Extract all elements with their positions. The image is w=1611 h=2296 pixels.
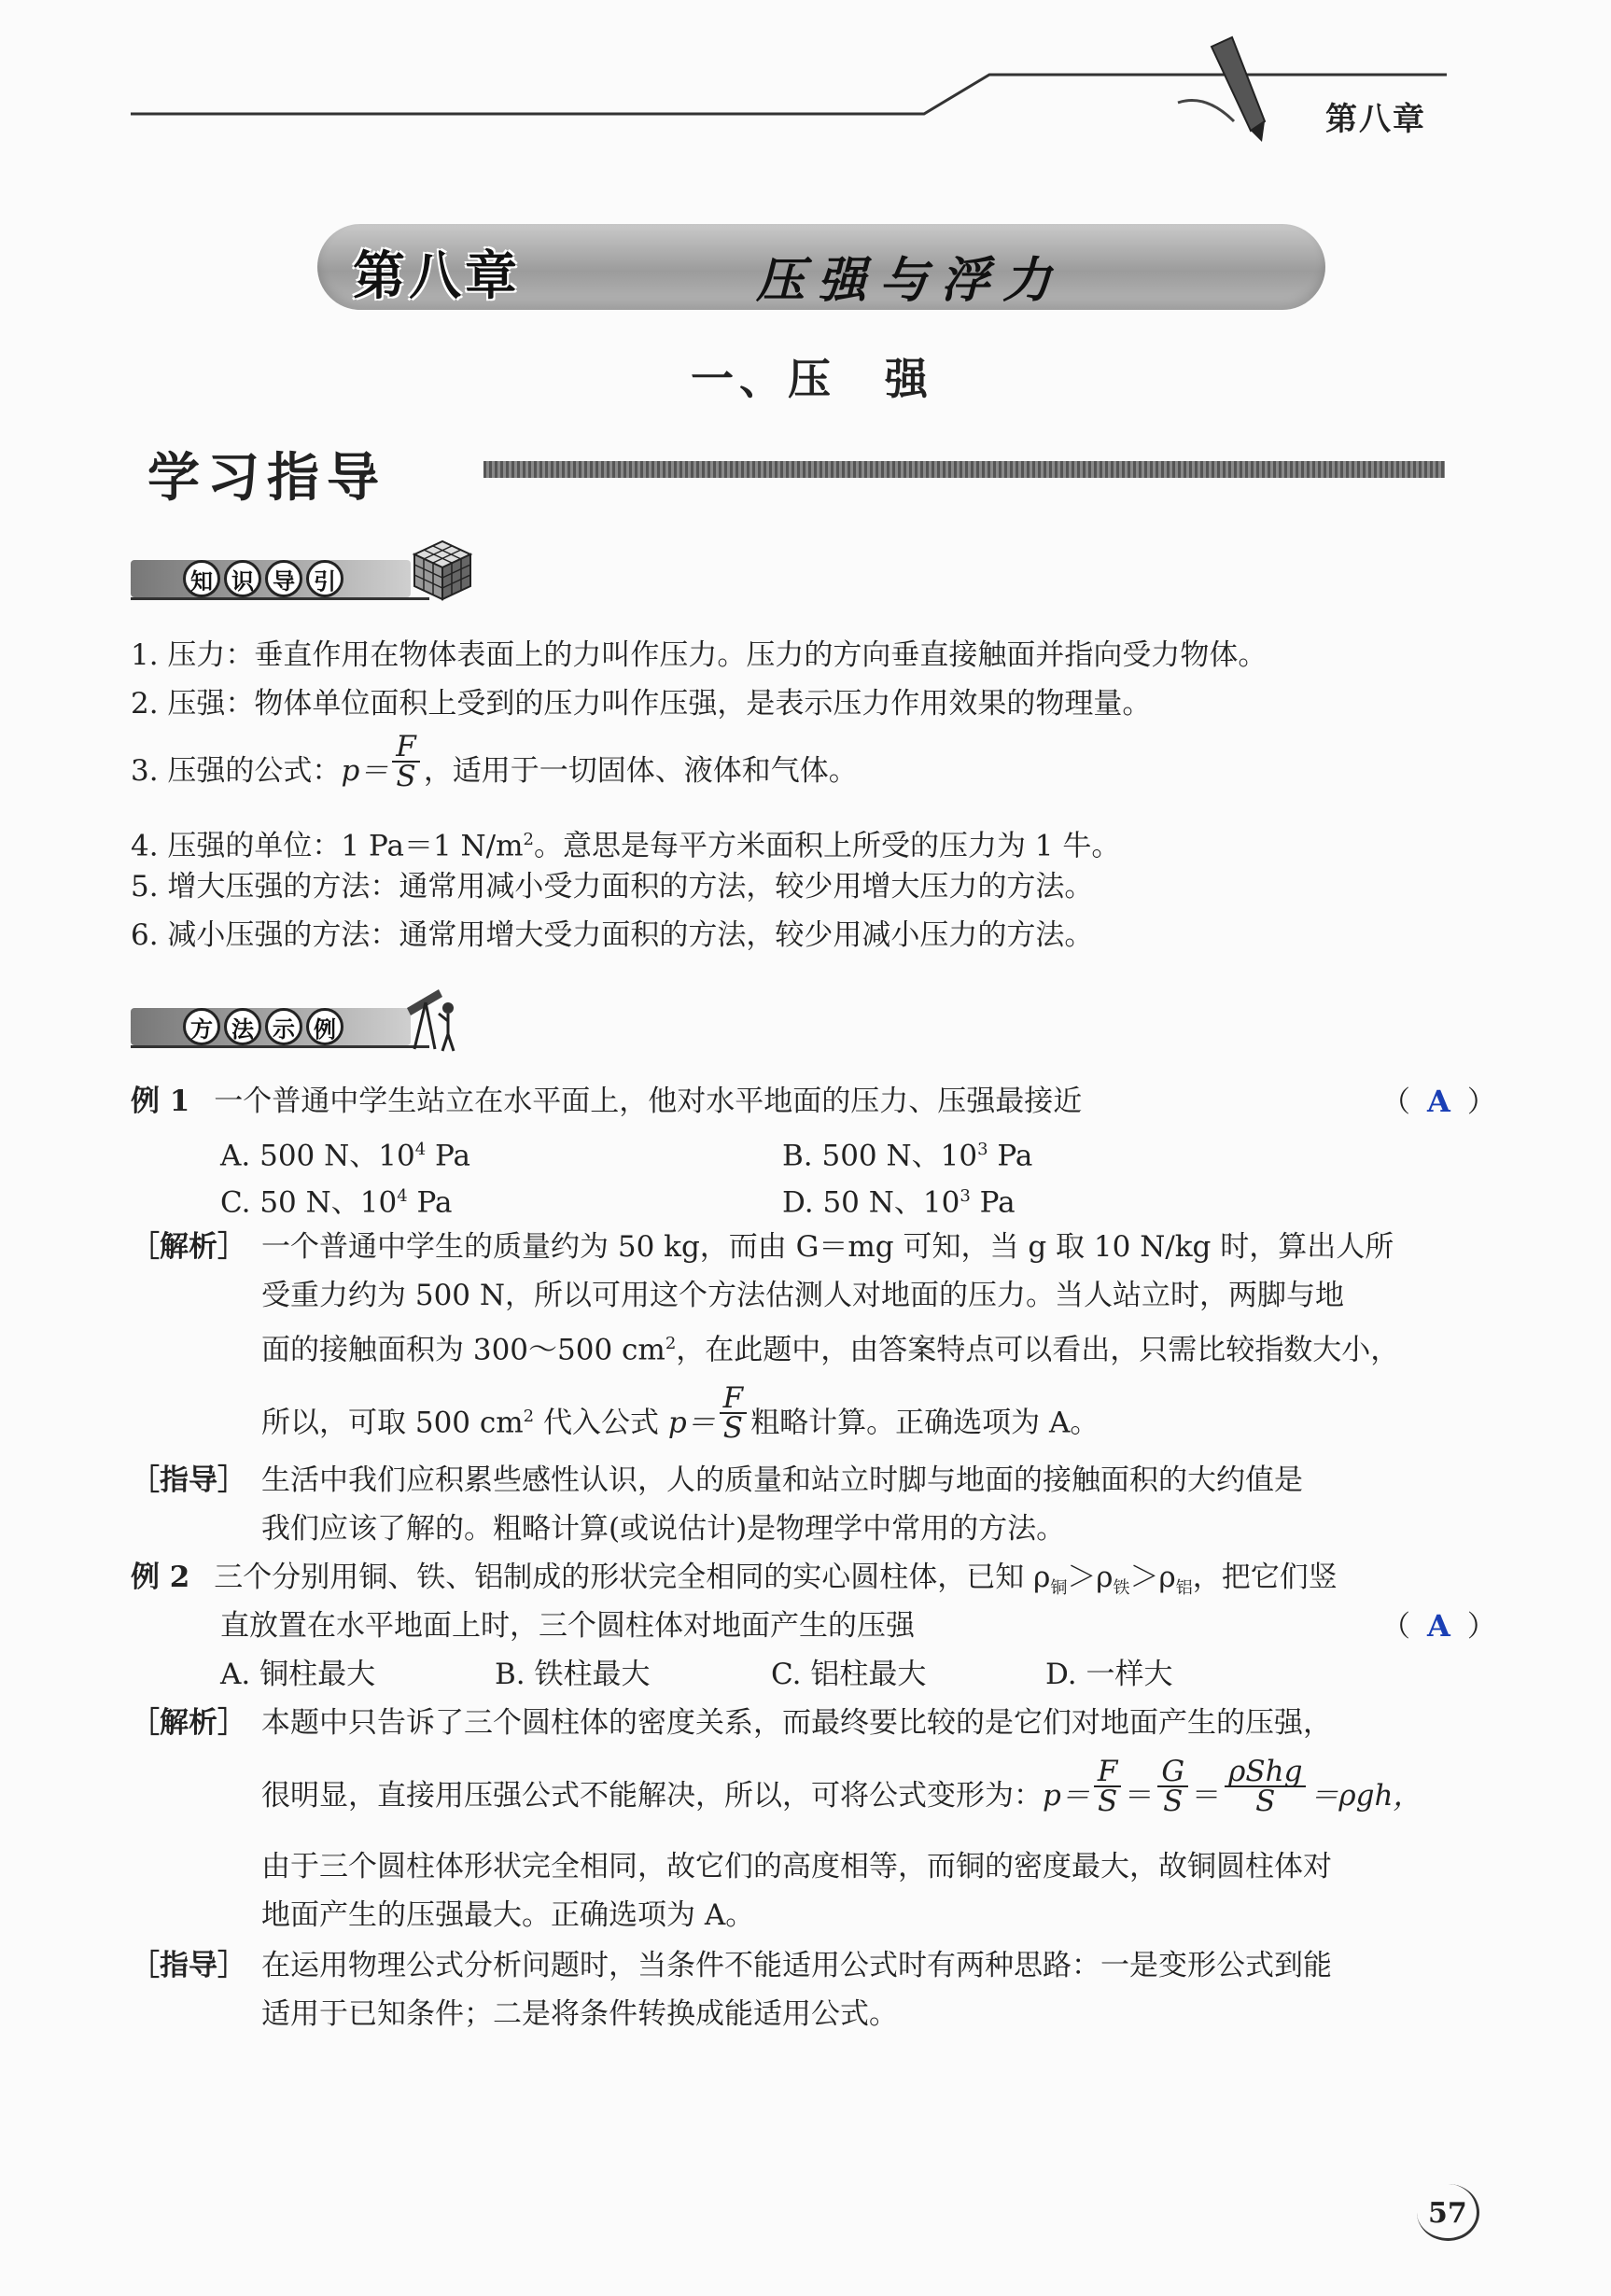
knowledge-tag [183, 560, 343, 597]
methods-tag [183, 1008, 343, 1045]
ex1-guide-2: 我们应该了解的。粗略计算(或说估计)是物理学中常用的方法。 [261, 1512, 1066, 1546]
tag-char: 知 [183, 560, 220, 597]
frac-num: F [1094, 1757, 1122, 1787]
knowledge-tag-line [131, 597, 429, 600]
frac-den: S [1097, 1784, 1118, 1818]
tag-char: 示 [265, 1008, 302, 1045]
frac-rhoshg-s [1225, 1754, 1306, 1818]
analysis-text: 很明显，直接用压强公式不能解决，所以，可将公式变形为： [261, 1779, 1043, 1813]
option-unit: Pa [988, 1139, 1033, 1173]
option-exp: 3 [960, 1186, 971, 1206]
ex2-analysis-2 [261, 1754, 1422, 1818]
option-text: A. 500 N、10 [220, 1139, 415, 1173]
option-exp: 4 [397, 1186, 408, 1206]
banner-title: 压强与浮力 [756, 252, 1065, 309]
analysis-text: 代入公式 [534, 1406, 668, 1440]
pressure-formula [720, 1380, 748, 1445]
pressure-formula [392, 729, 420, 793]
ex2-option-d: D. 一样大 [1045, 1658, 1173, 1691]
analysis-text: 所以，可取 500 cm [261, 1406, 524, 1440]
pencil-icon [1178, 37, 1265, 142]
tag-char: 例 [306, 1008, 343, 1045]
ex1-question: 一个普通中学生站立在水平面上，他对水平地面的压力、压强最接近 [214, 1085, 1083, 1118]
ex2-analysis-1: 本题中只告诉了三个圆柱体的密度关系，而最终要比较的是它们对地面产生的压强， [261, 1706, 1332, 1740]
ex1-analysis-1: 一个普通中学生的质量约为 50 kg，而由 G＝mg 可知，当 g 取 10 N/kg 时，算出人所 [261, 1230, 1394, 1264]
ex2-answer-box: （ A ） [1381, 1608, 1496, 1644]
knowledge-item-6: 6. 减小压强的方法：通常用增大受力面积的方法，较少用减小压力的方法。 [131, 918, 1094, 952]
knowledge-item-4-b: 。意思是每平方米面积上所受的压力为 1 牛。 [533, 829, 1121, 863]
formula-end: ＝ρgh， [1310, 1779, 1422, 1813]
ex1-option-d [782, 1178, 1016, 1221]
formula-lhs: p＝ [341, 754, 389, 788]
ex2-analysis-3: 由于三个圆柱体形状完全相同，故它们的高度相等，而铜的密度最大，故铜圆柱体对 [261, 1850, 1332, 1883]
knowledge-item-3 [131, 729, 858, 793]
knowledge-item-1: 1. 压力：垂直作用在物体表面上的力叫作压力。压力的方向垂直接触面并指向受力物体。 [131, 638, 1268, 672]
formula-den: S [396, 759, 416, 793]
methods-tag-line [131, 1045, 429, 1048]
page-number: 57 [1428, 2197, 1467, 2230]
ex2-sub: 铝 [1175, 1578, 1193, 1599]
ex2-guide-label: ［指导］ [131, 1949, 246, 1982]
ex2-label: 例 2 [131, 1561, 190, 1594]
option-text: C. 50 N、10 [220, 1185, 398, 1220]
ex2-option-c: C. 铝柱最大 [771, 1658, 927, 1691]
formula-num: F [392, 733, 420, 763]
ex1-analysis-4 [261, 1380, 1100, 1445]
formula-eq: ＝ [1125, 1779, 1155, 1813]
ex1-question-row [131, 1083, 1082, 1120]
analysis-text: 粗略计算。正确选项为 A。 [750, 1406, 1100, 1440]
guide-title: 学习指导 [147, 447, 386, 509]
ex2-option-b: B. 铁柱最大 [495, 1658, 651, 1691]
frac-g-s [1157, 1754, 1188, 1818]
tag-char: 识 [224, 560, 261, 597]
tag-char: 导 [265, 560, 302, 597]
ex2-question-text: 三个分别用铜、铁、铝制成的形状完全相同的实心圆柱体，已知 ρ [214, 1561, 1051, 1594]
ex1-option-b [782, 1131, 1032, 1174]
sup-2: 2 [523, 1407, 535, 1426]
formula-lhs: p＝ [667, 1406, 716, 1440]
tag-char: 法 [224, 1008, 261, 1045]
ex2-question-text: ＞ρ [1067, 1561, 1114, 1594]
formula-p: p＝ [1043, 1779, 1090, 1813]
header-chapter-label: 第八章 [1325, 101, 1426, 138]
option-text: B. 500 N、10 [782, 1139, 978, 1173]
ex2-analysis-label: ［解析］ [131, 1706, 246, 1740]
analysis-text: 面的接触面积为 300～500 cm [261, 1333, 665, 1367]
ex1-guide-1: 生活中我们应积累些感性认识，人的质量和站立时脚与地面的接触面积的大约值是 [261, 1463, 1303, 1497]
ex1-label: 例 1 [131, 1085, 190, 1118]
option-exp: 3 [977, 1140, 988, 1159]
frac-f-s [1094, 1754, 1122, 1818]
frac-den: S [1163, 1784, 1184, 1818]
option-unit: Pa [426, 1139, 470, 1173]
option-unit: Pa [970, 1185, 1016, 1220]
sup-2: 2 [523, 830, 534, 849]
ex1-answer: A [1427, 1084, 1450, 1119]
formula-eq: ＝ [1192, 1779, 1222, 1813]
ex1-analysis-label: ［解析］ [131, 1230, 246, 1264]
formula-den: S [722, 1410, 744, 1445]
knowledge-item-3-label: 3. 压强的公式： [131, 754, 342, 788]
tag-char: 方 [183, 1008, 220, 1045]
option-exp: 4 [414, 1140, 427, 1159]
ex2-question-text: ＞ρ [1129, 1561, 1176, 1594]
option-text: D. 50 N、10 [782, 1185, 960, 1220]
frac-num: ρShg [1225, 1757, 1306, 1787]
ex2-sub: 铜 [1050, 1578, 1068, 1599]
ex2-option-a: A. 铜柱最大 [220, 1658, 376, 1691]
ex2-guide-2: 适用于已知条件；二是将条件转换成能适用公式。 [261, 1997, 898, 2031]
frac-den: S [1255, 1784, 1276, 1818]
sup-2: 2 [665, 1334, 677, 1353]
knowledge-item-3-tail: ，适用于一切固体、液体和气体。 [423, 754, 858, 788]
section-title: 一、压 强 [691, 354, 933, 404]
ex1-option-c [220, 1178, 452, 1221]
ex2-guide-1: 在运用物理公式分析问题时，当条件不能适用公式时有两种思路：一是变形公式到能 [261, 1949, 1332, 1982]
ex2-question-text: ，把它们竖 [1192, 1561, 1338, 1594]
knowledge-item-4 [131, 821, 1120, 864]
ex2-question-row-2: 直放置在水平地面上时，三个圆柱体对地面产生的压强 [220, 1609, 915, 1643]
rubiks-cube-icon [405, 536, 480, 605]
analysis-text: ，在此题中，由答案特点可以看出，只需比较指数大小， [676, 1333, 1400, 1367]
knowledge-item-2: 2. 压强：物体单位面积上受到的压力叫作压强，是表示压力作用效果的物理量。 [131, 687, 1152, 721]
ex1-option-a [220, 1131, 470, 1174]
ex2-analysis-4: 地面产生的压强最大。正确选项为 A。 [261, 1898, 755, 1932]
ex2-sub: 铁 [1113, 1578, 1130, 1599]
telescope-figure-icon [401, 980, 461, 1055]
ex1-guide-label: ［指导］ [131, 1463, 246, 1497]
ex1-analysis-3 [261, 1325, 1399, 1368]
banner-chapter: 第八章 [353, 245, 521, 307]
tag-char: 引 [306, 560, 343, 597]
option-unit: Pa [407, 1185, 453, 1220]
knowledge-item-4-a: 4. 压强的单位：1 Pa＝1 N/m [131, 829, 524, 863]
ex2-question-row-1 [131, 1559, 1338, 1607]
guide-bar [483, 461, 1445, 478]
formula-num: F [720, 1384, 748, 1414]
ex1-analysis-2: 受重力约为 500 N，所以可用这个方法估测人对地面的压力。当人站立时，两脚与地 [261, 1279, 1344, 1312]
ex1-answer-box: （ A ） [1381, 1084, 1496, 1119]
frac-num: G [1157, 1757, 1188, 1787]
ex2-answer: A [1427, 1608, 1450, 1644]
knowledge-item-5: 5. 增大压强的方法：通常用减小受力面积的方法，较少用增大压力的方法。 [131, 870, 1094, 903]
